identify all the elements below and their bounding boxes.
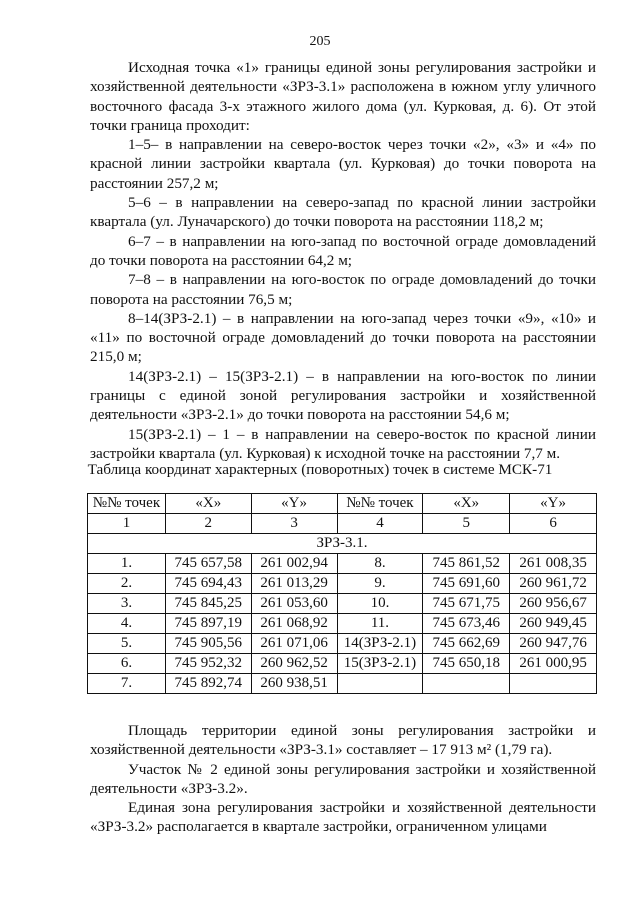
- header-cell: №№ точек: [337, 494, 423, 514]
- table-cell: 15(ЗРЗ-2.1): [337, 654, 423, 674]
- paragraph-segment-8-14: 8–14(ЗРЗ-2.1) – в направлении на юго-запад через точки «9», «10» и «11» по восточной ограде домовладений до точки поворота на расстоянии 215,0 м;: [90, 309, 596, 366]
- column-number-cell: 6: [510, 514, 597, 534]
- table-cell: 5.: [88, 634, 166, 654]
- paragraph-segment-15-1: 15(ЗРЗ-2.1) – 1 – в направлении на северо-восток по красной линии застройки квартала (ул. Курковая) к исходной точке на расстоянии 7,7 м.: [90, 425, 596, 462]
- paragraph-area: Площадь территории единой зоны регулирования застройки и хозяйственной деятельности «ЗРЗ-3.1» составляет – 17 913 м² (1,79 га).: [90, 722, 596, 759]
- table-row: [88, 554, 597, 574]
- area-description: [90, 721, 596, 837]
- header-cell: №№ точек: [88, 494, 166, 514]
- header-cell: «Y»: [510, 494, 597, 514]
- column-number-cell: 2: [165, 514, 251, 534]
- paragraph-segment-14-15: 14(ЗРЗ-2.1) – 15(ЗРЗ-2.1) – в направлении на юго-восток по линии границы с единой зоной регулирования застройки и хозяйственной деятельности «ЗРЗ-2.1» до точки поворота на расстоянии 54,6 м;: [90, 367, 596, 424]
- coordinates-table: [87, 493, 597, 694]
- table-row: [88, 654, 597, 674]
- table-cell: 14(ЗРЗ-2.1): [337, 634, 423, 654]
- table-caption: Таблица координат характерных (поворотных) точек в системе МСК-71: [87, 461, 553, 478]
- table-cell: 745 892,74: [165, 674, 251, 694]
- table-cell: 10.: [337, 594, 423, 614]
- table-cell: 745 897,19: [165, 614, 251, 634]
- table-cell: 260 938,51: [251, 674, 337, 694]
- table-cell: [337, 674, 423, 694]
- table-cell: 261 013,29: [251, 574, 337, 594]
- table-cell: 6.: [88, 654, 166, 674]
- table-cell: 9.: [337, 574, 423, 594]
- column-number-cell: 5: [423, 514, 510, 534]
- table-cell: 261 000,95: [510, 654, 597, 674]
- paragraph-segment-5-6: 5–6 – в направлении на северо-запад по красной линии застройки квартала (ул. Луначарского) до точки поворота на расстоянии 118,2 м;: [90, 194, 596, 231]
- table-cell: 745 650,18: [423, 654, 510, 674]
- header-cell: «Y»: [251, 494, 337, 514]
- table-column-number-row: [88, 514, 597, 534]
- table-row: [88, 574, 597, 594]
- table-row: [88, 614, 597, 634]
- table-row: [88, 634, 597, 654]
- table-cell: 261 008,35: [510, 554, 597, 574]
- table-cell: [423, 674, 510, 694]
- table-cell: 260 949,45: [510, 614, 597, 634]
- table-cell: 2.: [88, 574, 166, 594]
- table-cell: 261 071,06: [251, 634, 337, 654]
- table-cell: 261 053,60: [251, 594, 337, 614]
- table-cell: 745 691,60: [423, 574, 510, 594]
- table-cell: 745 694,43: [165, 574, 251, 594]
- table-cell: 7.: [88, 674, 166, 694]
- table-cell: 745 662,69: [423, 634, 510, 654]
- table-cell: 1.: [88, 554, 166, 574]
- header-cell: «X»: [165, 494, 251, 514]
- table-cell: 260 947,76: [510, 634, 597, 654]
- paragraph-segment-6-7: 6–7 – в направлении на юго-запад по восточной ограде домовладений до точки поворота на расстоянии 64,2 м;: [90, 232, 596, 269]
- paragraph-segment-7-8: 7–8 – в направлении на юго-восток по ограде домовладений до точки поворота на расстоянии 76,5 м;: [90, 271, 596, 308]
- section-title-cell: ЗРЗ-3.1.: [88, 534, 597, 554]
- table-row: [88, 674, 597, 694]
- paragraph-plot-2-title: Участок № 2 единой зоны регулирования застройки и хозяйственной деятельности «ЗРЗ-3.2».: [90, 760, 596, 797]
- page-number: 205: [309, 34, 331, 49]
- table-cell: 745 952,32: [165, 654, 251, 674]
- table-cell: 260 962,52: [251, 654, 337, 674]
- table-section-row: [88, 534, 597, 554]
- table-cell: 745 861,52: [423, 554, 510, 574]
- table-cell: 261 002,94: [251, 554, 337, 574]
- table-cell: 11.: [337, 614, 423, 634]
- paragraph-plot-2-location: Единая зона регулирования застройки и хозяйственной деятельности «ЗРЗ-3.2» располагается в квартале застройки, ограниченном улицами: [90, 799, 596, 836]
- column-number-cell: 1: [88, 514, 166, 534]
- table-row: [88, 594, 597, 614]
- table-cell: 4.: [88, 614, 166, 634]
- table-cell: [510, 674, 597, 694]
- table-cell: 3.: [88, 594, 166, 614]
- column-number-cell: 4: [337, 514, 423, 534]
- paragraph-origin: Исходная точка «1» границы единой зоны регулирования застройки и хозяйственной деятельности «ЗРЗ-3.1» расположена в южном углу уличного восточного фасада 3-х этажного жилого дома (ул. Курковая, д. 6). От этой точки граница проходит:: [90, 59, 596, 134]
- table-cell: 745 673,46: [423, 614, 510, 634]
- table-cell: 745 845,25: [165, 594, 251, 614]
- table-cell: 260 961,72: [510, 574, 597, 594]
- paragraph-segment-1-5: 1–5– в направлении на северо-восток через точки «2», «3» и «4» по красной линии застройки квартала (ул. Курковая) до точки поворота на расстоянии 257,2 м;: [90, 136, 596, 192]
- table-cell: 745 905,56: [165, 634, 251, 654]
- column-number-cell: 3: [251, 514, 337, 534]
- boundary-description: [90, 58, 596, 463]
- table-cell: 8.: [337, 554, 423, 574]
- table-cell: 261 068,92: [251, 614, 337, 634]
- header-cell: «X»: [423, 494, 510, 514]
- table-cell: 260 956,67: [510, 594, 597, 614]
- table-cell: 745 657,58: [165, 554, 251, 574]
- table-header-row: [88, 494, 597, 514]
- table-cell: 745 671,75: [423, 594, 510, 614]
